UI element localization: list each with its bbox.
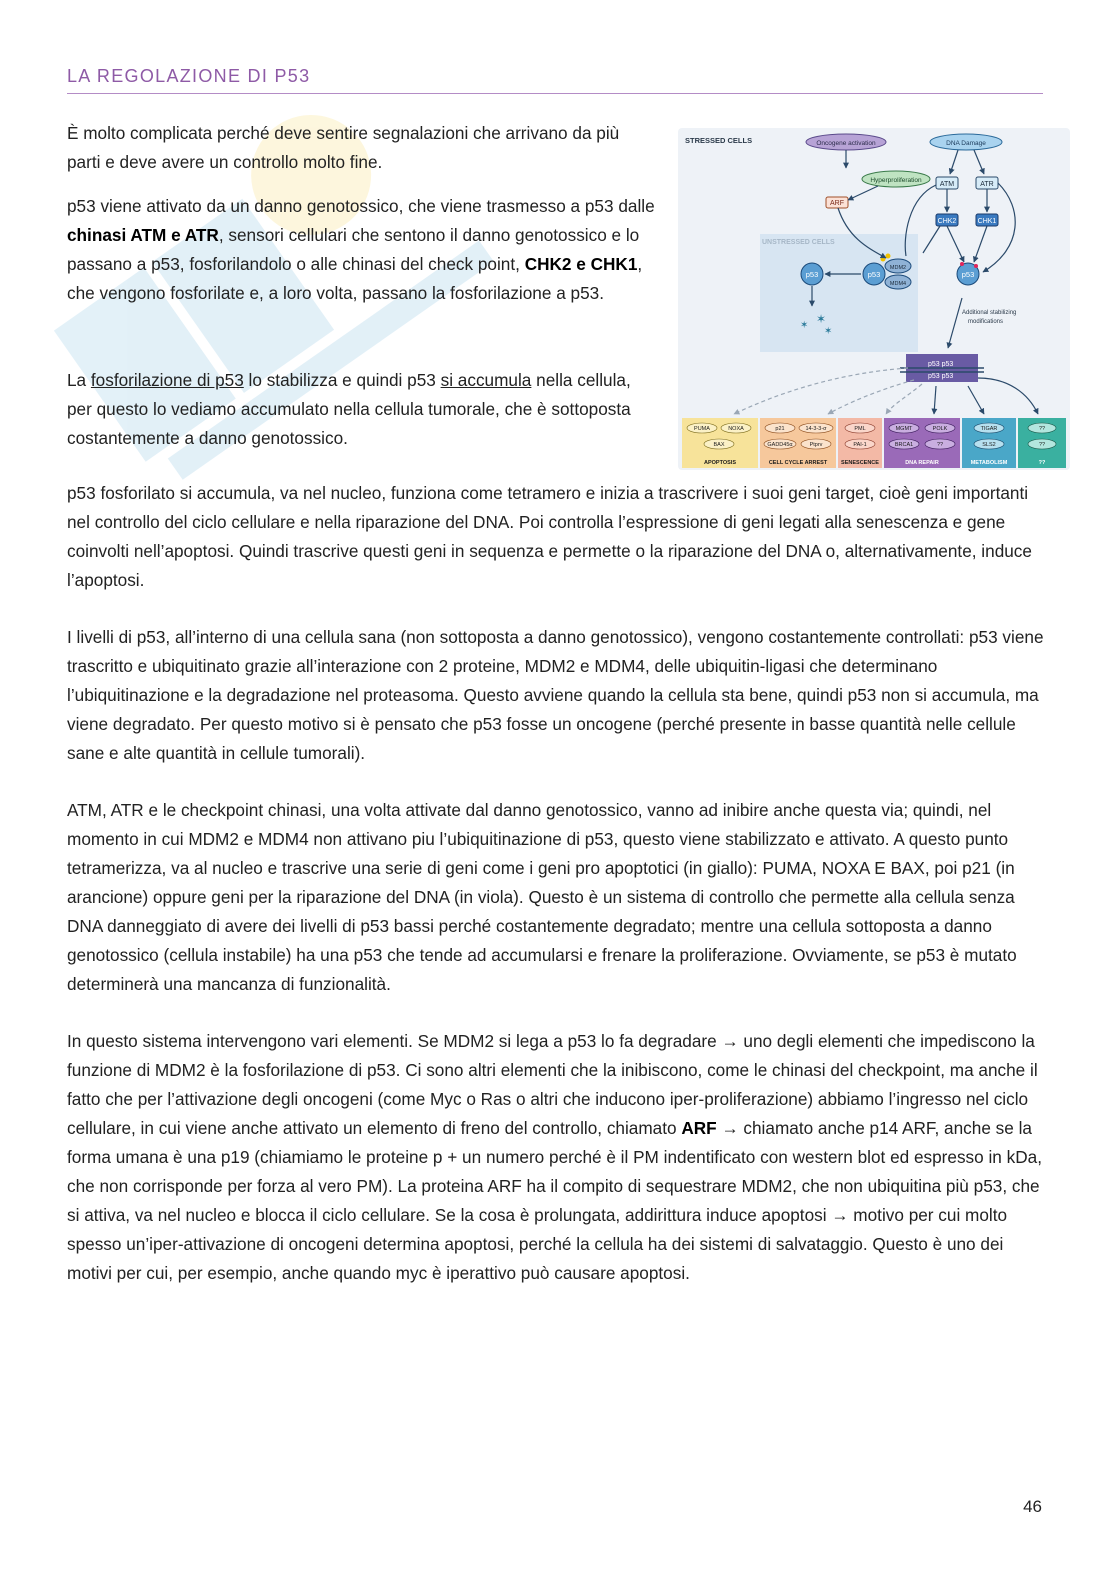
mdm2-node: MDM2 bbox=[889, 265, 907, 271]
dna-damage: DNA Damage bbox=[946, 140, 986, 147]
page-number: 46 bbox=[1023, 1497, 1042, 1516]
oncogene-activation: Oncogene activation bbox=[816, 140, 876, 147]
category-senescence: SENESCENCE bbox=[841, 460, 879, 466]
body-paragraph-1: p53 fosforilato si accumula, va nel nucleo, funziona come tetramero e inizia a trascrivere i suoi geni target, cioè geni importanti nel controllo del ciclo cellulare e nella riparazione del DNA. Poi controlla l’espressione di geni legati alla senescenza e gene coinvolti nell’apoptosi. Quindi trascrive questi geni in sequenza e permette o la riparazione del DNA o, alternativamente, induce l’apoptosi. bbox=[67, 483, 1032, 590]
body-paragraph-2: I livelli di p53, all’interno di una cellula sana (non sottoposta a danno genotossico), vengono costantemente controllati: p53 viene trascritto e ubiquitinato grazie all’interazione con 2 proteine, MDM2 e MDM4, delle ubiquitin-ligasi che determinano l’ubiquitinazione e la degradazione nel proteasoma. Questo avviene quando la cellula sta bene, quindi p53 non si accumula, ma viene degradato. Per questo motivo si è pensato che p53 fosse un oncogene (perché presente in basse quantità nelle cellule sane e alte quantità in cellule tumorali). bbox=[67, 627, 1044, 763]
svg-text:p53 p53: p53 p53 bbox=[928, 373, 954, 380]
gene-pai1: PAI-1 bbox=[853, 442, 867, 448]
gene-polk: POLK bbox=[932, 426, 948, 432]
category-unknown: ?? bbox=[1038, 460, 1046, 466]
gene-q2: ?? bbox=[1038, 442, 1046, 448]
svg-text:✶: ✶ bbox=[816, 312, 827, 326]
hyperproliferation: Hyperproliferation bbox=[870, 177, 922, 184]
modifications-label: modifications bbox=[968, 319, 1004, 325]
svg-text:p53 p53: p53 p53 bbox=[928, 361, 954, 368]
gene-ptprv: Ptprv bbox=[809, 442, 823, 448]
p53-regulation-figure bbox=[678, 128, 1070, 470]
page-header: LA REGOLAZIONE DI P53 bbox=[67, 66, 1043, 94]
atm-box: ATM bbox=[939, 181, 955, 188]
intro-paragraph-2: p53 viene attivato da un danno genotossico, che viene trasmesso a p53 dalle chinasi ATM e ATR, sensori cellulari che sentono il danno genotossico e lo passano a p53, fosforilandolo o alle chinasi del check point, CHK2 e CHK1, che vengono fosforilate e, a loro volta, passano la fosforilazione a p53. bbox=[67, 196, 655, 303]
gene-pml: PML bbox=[854, 426, 866, 432]
chk2-box: CHK2 bbox=[937, 218, 957, 225]
bold-chk2-chk1: CHK2 e CHK1 bbox=[524, 254, 638, 274]
category-dna-repair: DNA REPAIR bbox=[905, 460, 939, 466]
gene-14-3-3: 14-3-3-σ bbox=[805, 426, 827, 432]
underlined-fosforilazione: fosforilazione di p53 bbox=[90, 370, 244, 390]
gene-sls2: SLS2 bbox=[982, 442, 996, 448]
p53-left: p53 bbox=[805, 270, 819, 279]
mdm4-node: MDM4 bbox=[889, 281, 907, 287]
arf-box: ARF bbox=[830, 200, 844, 207]
gene-noxa: NOXA bbox=[728, 426, 744, 432]
gene-tigar: TIGAR bbox=[980, 426, 998, 432]
gene-q1: ?? bbox=[1038, 426, 1046, 432]
intro-paragraph-3: La fosforilazione di p53 lo stabilizza e quindi p53 si accumula nella cellula, per questo lo vediamo accumulato nella cellula tumorale, che è sottoposta costantemente a danno genotossico. bbox=[67, 370, 631, 448]
bold-arf: ARF bbox=[681, 1118, 717, 1138]
chk1-box: CHK1 bbox=[977, 218, 997, 225]
svg-text:✶: ✶ bbox=[800, 320, 809, 331]
body-paragraph-3: ATM, ATR e le checkpoint chinasi, una volta attivate dal danno genotossico, vanno ad inibire anche questa via; quindi, nel momento in cui MDM2 e MDM4 non attivano piu l’ubiquitinazione di p53, questo viene stabilizzato e attivato. A questo punto tetramerizza, va al nucleo e trascrive una serie di geni come i geni pro apoptotici (in giallo): PUMA, NOXA E BAX, poi p21 (in arancione) oppure geni per la riparazione del DNA (in viola). Questo è un sistema di controllo che permette alla cellula senza DNA danneggiato di avere dei livelli di p53 bassi perché costantemente degradato; mentre una cellula sottoposta a danno genotossico (cellula instabile) ha una p53 che tende ad accumularsi e frenare la proliferazione. Ovviamente, se p53 è mutato determinerà una mancanza di funzionalità. bbox=[67, 800, 1017, 994]
label-stressed-cells: STRESSED CELLS bbox=[685, 136, 753, 145]
gene-puma: PUMA bbox=[694, 426, 710, 432]
p53-center: p53 bbox=[867, 270, 881, 279]
additional-stabilizing: Additional stabilizing bbox=[962, 310, 1017, 316]
bold-atm-atr: chinasi ATM e ATR bbox=[67, 225, 219, 245]
gene-p21: p21 bbox=[775, 426, 785, 432]
body-paragraph-4: In questo sistema intervengono vari elementi. Se MDM2 si lega a p53 lo fa degradare → uno degli elementi che impediscono la funzione di MDM2 è la fosforilazione di p53. Ci sono altri elementi che la inibiscono, come le chinasi del checkpoint, ma anche il fatto che per l’attivazione degli oncogeni (come Myc o Ras o altri che inducono iper-proliferazione) abbiamo l’ingresso nel ciclo cellulare, in cui viene anche attivato un elemento di freno del controllo, chiamato ARF → chiamato anche p14 ARF, anche se la forma umana è una p19 (chiamiamo le proteine p + un numero perché è il PM indentificato con western blot ed espresso in kDa, che non corrisponde per forza al vero PM). La proteina ARF ha il compito di sequestrare MDM2, che non ubiquitina più p53, che si attiva, va nel nucleo e blocca il ciclo cellulare. Se la cosa è prolungata, addirittura induce apoptosi → motivo per cui molto spesso un’iper-attivazione di oncogeni determina apoptosi, perché la cellula ha dei sistemi di salvataggio. Questo è uno dei motivi per cui, per esempio, anche quando myc è iperattivo può causare apoptosi. bbox=[67, 1031, 1042, 1283]
gene-unknown: ?? bbox=[936, 442, 944, 448]
gene-gadd45: GADD45α bbox=[767, 442, 793, 448]
p53-right: p53 bbox=[961, 270, 975, 279]
category-metabolism: METABOLISM bbox=[970, 460, 1008, 466]
category-apoptosis: APOPTOSIS bbox=[704, 460, 736, 466]
gene-mgmt: MGMT bbox=[895, 426, 913, 432]
atr-box: ATR bbox=[980, 181, 994, 188]
gene-brca: BRCA1 bbox=[894, 442, 914, 448]
svg-text:✶: ✶ bbox=[824, 326, 833, 337]
category-cell-cycle-arrest: CELL CYCLE ARREST bbox=[768, 460, 828, 466]
intro-paragraph-1: È molto complicata perché deve sentire segnalazioni che arrivano da più parti e deve avere un controllo molto fine. bbox=[67, 123, 620, 172]
underlined-accumula: si accumula bbox=[440, 370, 532, 390]
gene-bax: BAX bbox=[713, 442, 725, 448]
